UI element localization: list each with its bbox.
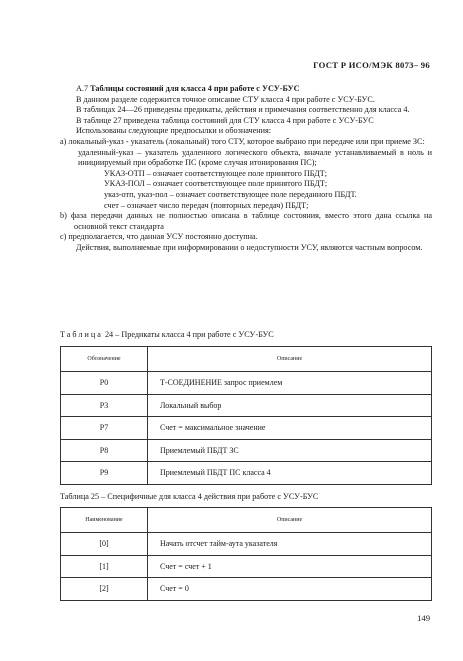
- table-cell: P7: [61, 417, 148, 440]
- table-cell: P0: [61, 372, 148, 395]
- table-cell: Приемлемый ПБДТ ЗС: [148, 439, 432, 462]
- paragraph: В таблице 27 приведена таблица состояний для СТУ класса 4 при работе с УСУ-БУС: [76, 115, 374, 125]
- table-row: [61, 555, 432, 578]
- section-heading: [60, 84, 432, 95]
- table-row: [61, 394, 432, 417]
- table-cell: P8: [61, 439, 148, 462]
- definition: УКАЗ-ПОЛ – означает соответствующее поле принятого ПБДТ;: [104, 179, 328, 189]
- paragraph: Использованы следующие предпосылки и обозначения:: [76, 126, 272, 136]
- page-number: 149: [417, 613, 430, 623]
- table-25: [60, 507, 432, 601]
- table-cell: [1]: [61, 555, 148, 578]
- definition: УКАЗ-ОТП – означает соответствующее поле принятого ПБДТ;: [104, 168, 328, 178]
- table-cell: P9: [61, 462, 148, 485]
- table-caption-word: Таблица: [60, 330, 103, 339]
- table-cell: Приемлемый ПБДТ ПС класса 4: [148, 462, 432, 485]
- table-header-row: [61, 508, 432, 533]
- table-cell: Т-СОЕДИНЕНИЕ запрос приемлем: [148, 372, 432, 395]
- table-row: [61, 578, 432, 601]
- section-number: A.7: [76, 84, 89, 93]
- definition: указ-отп, указ-пол – означает соответствующее поле переданного ПБДТ.: [104, 189, 357, 199]
- list-item-c: c) предполагается, что данная УСУ постоянно доступна.: [60, 232, 258, 242]
- list-item-a-detail: удаленный-указ – указатель удаленного логического объекта, вначале устанавливаемый в ноль и инициируемый при обработке ПС (кроме случая итонирования ПС);: [78, 147, 432, 168]
- section-title: Таблицы состояний для класса 4 при работе с УСУ-БУС: [90, 84, 300, 93]
- list-item-a: a) локальный-указ - указатель (локальный) того СТУ, которое выбрано при передаче или при приеме ЗС:: [60, 136, 425, 146]
- table-cell: Счет = максимальное значение: [148, 417, 432, 440]
- table-cell: [2]: [61, 578, 148, 601]
- table-cell: Локальный выбор: [148, 394, 432, 417]
- table-header-row: [61, 347, 432, 372]
- table-caption-text: 24 – Предикаты класса 4 при работе с УСУ-БУС: [104, 330, 274, 339]
- column-header: Обозначение: [61, 347, 148, 372]
- column-header: Описание: [148, 508, 432, 533]
- list-item-b: b) фаза передачи данных не полностью описана в таблице состояния, вместо этого дана ссылка на основной текст стандарта: [60, 211, 432, 231]
- body-text: [60, 84, 432, 254]
- table-cell: Счет = 0: [148, 578, 432, 601]
- table-24: [60, 346, 432, 485]
- column-header: Наименование: [61, 508, 148, 533]
- table-cell: Счет = счет + 1: [148, 555, 432, 578]
- column-header: Описание: [148, 347, 432, 372]
- table-cell: P3: [61, 394, 148, 417]
- paragraph: В таблицах 24—26 приведены предикаты, действия и примечания соответственно для класса 4.: [76, 105, 410, 115]
- table-cell: [0]: [61, 533, 148, 556]
- table-row: [61, 439, 432, 462]
- table-row: [61, 533, 432, 556]
- paragraph: Действия, выполняемые при информировании о недоступности УСУ, являются частным вопросом.: [76, 242, 423, 252]
- document-header: ГОСТ Р ИСО/МЭК 8073– 96: [313, 60, 430, 70]
- table-row: [61, 417, 432, 440]
- definition: счет – означает число передач (повторных передач) ПБДТ;: [104, 200, 309, 210]
- table-cell: Начать отсчет тайм-аута указателя: [148, 533, 432, 556]
- table-row: [61, 372, 432, 395]
- table-row: [61, 462, 432, 485]
- table-25-caption: Таблица 25 – Специфичные для класса 4 действия при работе с УСУ-БУС: [60, 492, 319, 501]
- paragraph: В данном разделе содержится точное описание СТУ класса 4 при работе с УСУ-БУС.: [76, 94, 375, 104]
- table-24-caption: [60, 330, 274, 339]
